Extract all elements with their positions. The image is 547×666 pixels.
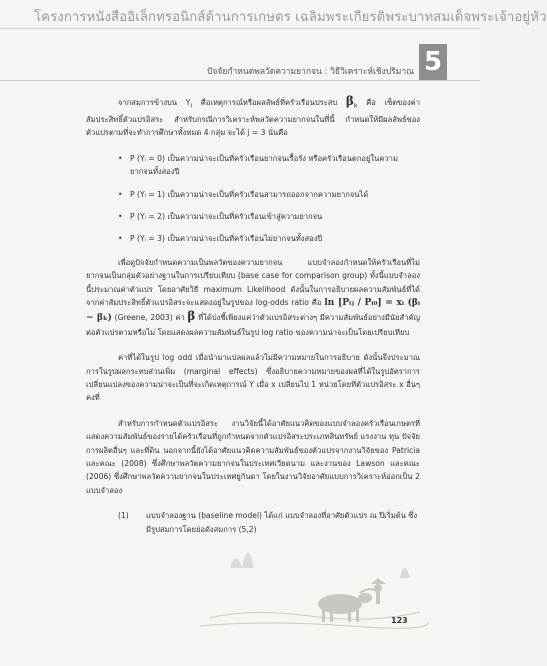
chapter-divider	[0, 80, 480, 81]
beta-symbol: β	[345, 94, 354, 108]
list-item: • P (Yᵢ = 2) เป็นความน่าจะเป็นที่ครัวเรือนเข้าสู่ความยากจน	[86, 210, 420, 223]
list-item: • P (Yᵢ = 3) เป็นความน่าจะเป็นที่ครัวเรือนไม่ยากจนทั้งสองปี	[86, 232, 420, 245]
bullet-icon: •	[118, 234, 123, 244]
paragraph-log-odds: เพื่อดูปัจจัยกำหนดความเป็นพลวัตของความยากจน แบบจำลองกำหนดให้ครัวเรือนที่ไม่ยากจนเป็นกลุ่มตัวอย่างฐานในการเปรียบเทียบ (base case for comparison group) ทั้งนี้แบบจำลองนี้ประมาณค่าตัวแปร โดยอาศัยวิธี maximum Likelihood ดังนั้นในการอธิบายผลความสัมพันธ์ที่ได้จากค่าสัมประสิทธิ์ตัวแปรอิสระจะแสดงอยู่ในรูปของ log-odds ratio คือ ln [Pᵢⱼ / Pᵢ₀] = xᵢ (βᵢ − βₖ) (Greene, 2003) ค่า β ที่ได้บ่งชี้เพียงแค่ว่าตัวแปรอิสระต่างๆ มีความสัมพันธ์อย่างมีนัยสำคัญต่อตัวแปรตามหรือไม่ โดยแสดงผลความสัมพันธ์ในรูป log ratio ของความน่าจะเป็นโดยเปรียบเทียบ	[86, 257, 420, 337]
chapter-subtitle: ปัจจัยกำหนดพลวัตความยากจน : วิธีวิเคราะห์เชิงปริมาณ	[207, 67, 414, 77]
bullet-icon: •	[118, 189, 123, 199]
list-item: (1) แบบจำลองฐาน (baseline model) ได้แก่ แบบจำลองที่อาศัยตัวแปร ณ ปีเริ่มต้น ซึ่งมีรูปสมการโดยย่อดังสมการ (5,2)	[118, 511, 418, 534]
header-divider	[0, 28, 480, 29]
list-item: • P (Yᵢ = 1) เป็นความน่าจะเป็นที่ครัวเรือนสามารถออกจากความยากจนได้	[86, 188, 420, 201]
outcome-bullet-list	[86, 152, 420, 246]
bullet-icon: •	[118, 153, 123, 163]
list-item: • P (Yᵢ = 0) เป็นความน่าจะเป็นที่ครัวเรือนยากจนเรื้อรัง หรือครัวเรือนตกอยู่ในความยากจนทั้งสองปี	[118, 153, 398, 177]
chapter-number-badge: 5	[419, 44, 447, 80]
farmer-buffalo-illustration	[190, 508, 430, 633]
beta-symbol: β	[187, 309, 196, 324]
page-number: 123	[391, 616, 408, 625]
body-text	[86, 95, 420, 536]
bullet-icon: •	[118, 211, 123, 221]
paragraph-marginal-effects: ค่าที่ได้ในรูป log odd เมื่อนำมาแปลผลแล้วไม่มีความหมายในการอธิบาย ดังนั้นจึงประมาณการในรูปผลกระทบส่วนเพิ่ม (marginal effects) ซึ่งอธิบายความหมายของผลที่ได้ในรูปอัตราการเปลี่ยนแปลงของความน่าจะเป็นที่จะเกิดเหตุการณ์ Y เมื่อ x เปลี่ยนไป 1 หน่วยโดยที่ตัวแปรอิสระ x อื่นๆ คงที่	[86, 353, 420, 403]
log-odds-formula: ln [Pᵢⱼ / Pᵢ₀] = xᵢ (βᵢ − βₖ)	[86, 297, 420, 324]
list-number: (1)	[118, 511, 129, 521]
paragraph-independent-variables: สำหรับการกำหนดตัวแปรอิสระ งานวิจัยนี้ได้อาศัยแนวคิดของแบบจำลองครัวเรือนเกษตรที่แสดงความสัมพันธ์ของรายได้ครัวเรือนที่ถูกกำหนดจากตัวแปรอิสระประเภทสินทรัพย์ แรงงาน ทุน ปัจจัยการผลิตอื่นๆ และที่ดิน นอกจากนี้ยังได้อาศัยแนวคิดความสัมพันธ์ของตัวแปรจากงานวิจัยของ Patricia และคณะ (2008) ซึ่งศึกษาพลวัตความยากจนในประเทศเวียดนาม และงานของ Lawson และคณะ (2006) ซึ่งศึกษาพลวัตความยากจนในประเทศยูกันดา โดยในงานวิจัยอาศัยแบบการวิเคราะห์ออกเป็น 2 แบบจำลอง	[86, 418, 420, 495]
running-header-title: โครงการหนังสืออิเล็กทรอนิกส์ด้านการเกษตร เฉลิมพระเกียรติพระบาทสมเด็จพระเจ้าอยู่หัว	[34, 10, 547, 25]
paragraph-equation-explanation: จากสมการข้างบน $Y_i$ คือเหตุการณ์หรือผลลัพธ์ที่ครัวเรือนประสบ $\beta_k$ คือ เซ็ตของค่าสัมประสิทธิ์ตัวแปรอิสระ สำหรับกรณีการวิเคราะห์พลวัตความยากจนในที่นี้ กำหนดให้มีผลลัพธ์ของตัวแปรตามที่จะทำการศึกษาทั้งหมด 4 กลุ่ม จะได้ j = 3 นั่นคือ	[86, 94, 420, 138]
